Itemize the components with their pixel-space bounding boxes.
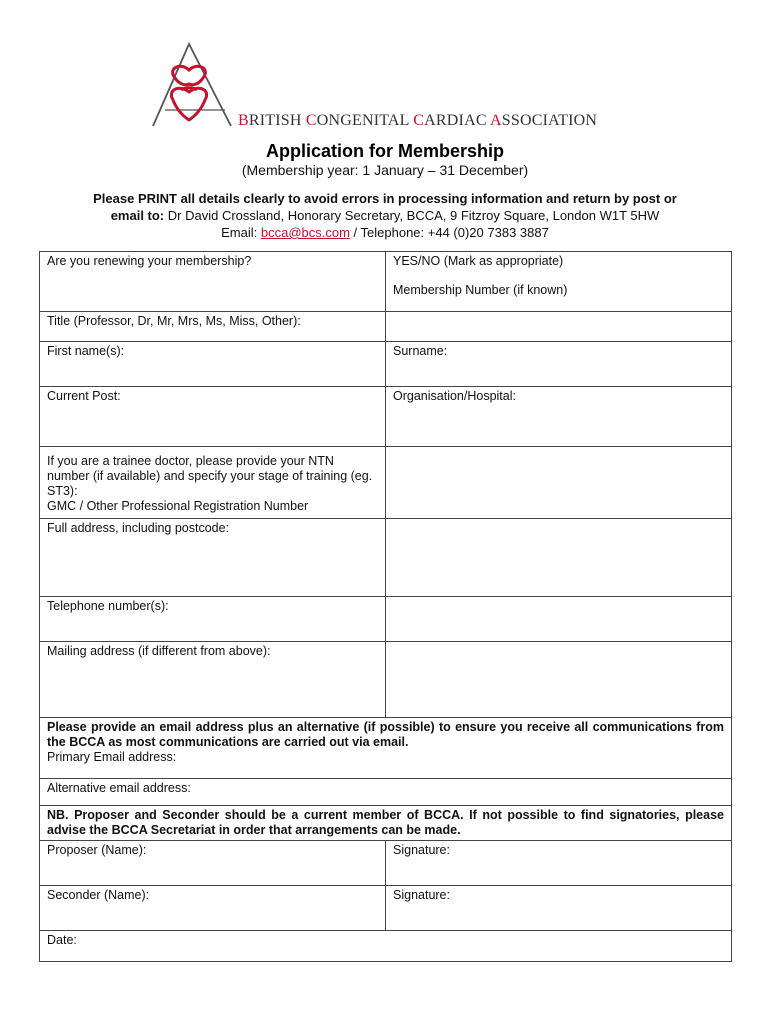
surname-field[interactable] bbox=[386, 342, 732, 387]
alt-email-row bbox=[40, 779, 732, 806]
first-name-field[interactable] bbox=[40, 342, 386, 387]
page-title: Application for Membership bbox=[265, 141, 505, 161]
membership-year: (Membership year: 1 January – 31 December) bbox=[241, 162, 529, 178]
organisation-label: Organisation/Hospital: bbox=[393, 389, 516, 403]
trainee-row bbox=[40, 447, 732, 519]
bcca-logo bbox=[145, 40, 245, 130]
first-name-label: First name(s): bbox=[47, 344, 125, 358]
address-label: Full address, including postcode: bbox=[40, 519, 386, 597]
telephone-field[interactable] bbox=[386, 597, 732, 642]
renewing-answer-cell[interactable] bbox=[386, 252, 732, 312]
alt-email-field[interactable] bbox=[40, 779, 732, 806]
current-post-label: Current Post: bbox=[47, 389, 121, 403]
proposer-notice: NB. Proposer and Seconder should be a current member of BCCA. If not possible to find signatories, please advise the BCCA Secretariat in order that arrangements can be made. bbox=[47, 808, 724, 837]
title-label: Title (Professor, Dr, Mr, Mrs, Ms, Miss, Other): bbox=[40, 312, 386, 342]
primary-email-label: Primary Email address: bbox=[47, 750, 177, 764]
seconder-label: Seconder (Name): bbox=[47, 888, 150, 902]
seconder-signature-label: Signature: bbox=[393, 888, 450, 902]
name-row bbox=[40, 342, 732, 387]
organisation-name: BRITISH CONGENITAL CARDIAC ASSOCIATION bbox=[238, 112, 598, 129]
post-row bbox=[40, 387, 732, 447]
address-row bbox=[40, 519, 732, 597]
date-row bbox=[40, 931, 732, 962]
renewing-row bbox=[40, 252, 732, 312]
email-link[interactable]: bcca@bcs.com bbox=[260, 225, 350, 240]
instructions: Please PRINT all details clearly to avoid errors in processing information and return by post or email to: Dr David Crossland, Honorary Secretary, BCCA, 9 Fitzroy Square, London W1T 5HW Email: bcca@bcs.com / Telephone: +44 (0)20 7383 3887 bbox=[93, 191, 677, 240]
telephone-row bbox=[40, 597, 732, 642]
mailing-field[interactable] bbox=[386, 642, 732, 718]
title-row bbox=[40, 312, 732, 342]
membership-form bbox=[39, 251, 732, 962]
trainee-label: If you are a trainee doctor, please provide your NTN number (if available) and specify your stage of training (eg. ST3): bbox=[47, 454, 373, 498]
proposer-row bbox=[40, 841, 732, 886]
trainee-field[interactable] bbox=[386, 447, 732, 519]
seconder-field[interactable] bbox=[40, 886, 386, 931]
trainee-label-cell bbox=[40, 447, 386, 519]
heart-emblem-icon bbox=[171, 66, 206, 120]
date-field[interactable] bbox=[40, 931, 732, 962]
current-post-field[interactable] bbox=[40, 387, 386, 447]
telephone-label: Telephone number(s): bbox=[40, 597, 386, 642]
proposer-notice-cell bbox=[40, 806, 732, 841]
yes-no-label: YES/NO (Mark as appropriate) bbox=[393, 254, 564, 268]
seconder-row bbox=[40, 886, 732, 931]
primary-email-row bbox=[40, 718, 732, 779]
organisation-field[interactable] bbox=[386, 387, 732, 447]
mailing-row bbox=[40, 642, 732, 718]
proposer-signature-field[interactable] bbox=[386, 841, 732, 886]
seconder-signature-field[interactable] bbox=[386, 886, 732, 931]
proposer-field[interactable] bbox=[40, 841, 386, 886]
email-notice: Please provide an email address plus an alternative (if possible) to ensure you receive all communications from the BCCA as most communications are carried out via email. bbox=[47, 720, 724, 749]
proposer-notice-row bbox=[40, 806, 732, 841]
title-field[interactable] bbox=[386, 312, 732, 342]
gmc-label: GMC / Other Professional Registration Number bbox=[47, 499, 309, 513]
membership-number-label: Membership Number (if known) bbox=[393, 283, 568, 297]
proposer-signature-label: Signature: bbox=[393, 843, 450, 857]
mailing-label: Mailing address (if different from above): bbox=[40, 642, 386, 718]
date-label: Date: bbox=[47, 933, 77, 947]
surname-label: Surname: bbox=[393, 344, 448, 358]
primary-email-field[interactable] bbox=[40, 718, 732, 779]
alt-email-label: Alternative email address: bbox=[47, 781, 191, 795]
address-field[interactable] bbox=[386, 519, 732, 597]
renewing-label: Are you renewing your membership? bbox=[40, 252, 386, 312]
proposer-label: Proposer (Name): bbox=[47, 843, 147, 857]
